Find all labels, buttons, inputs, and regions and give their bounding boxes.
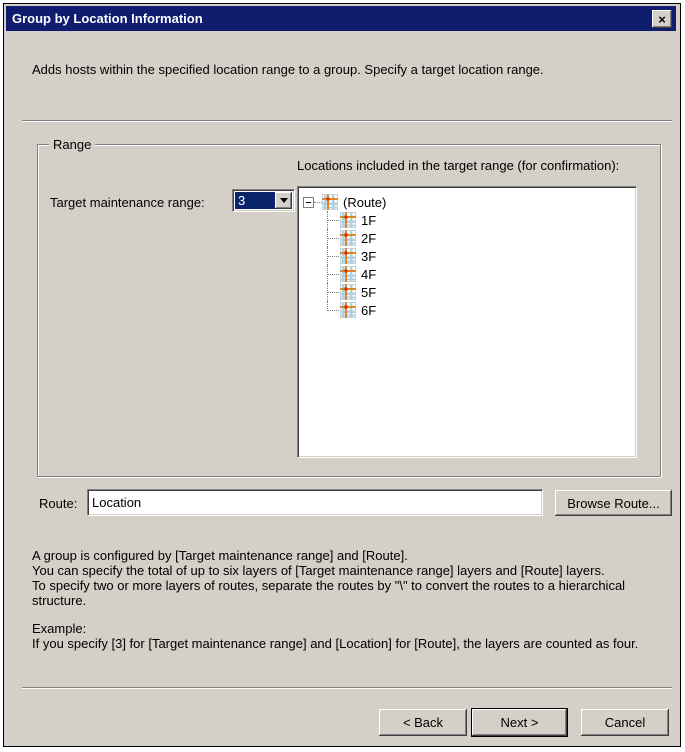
tree-item-1f[interactable]: 1F [298,211,636,229]
back-button[interactable]: < Back [379,709,467,736]
location-map-icon [340,266,356,282]
tree-item-6f[interactable]: 6F [298,301,636,319]
combobox-dropdown-button[interactable] [275,192,292,209]
notes-line-2: You can specify the total of up to six layers of [Target maintenance range] layers and [Route] layers. [32,563,605,578]
location-map-icon [322,194,338,210]
tree-root-label: (Route) [343,194,387,210]
close-button[interactable] [652,10,672,28]
dialog-window [3,3,681,747]
title-bar[interactable] [6,6,676,31]
location-map-icon [340,302,356,318]
range-groupbox [37,137,661,477]
next-button[interactable]: Next > [471,708,568,737]
window-title: Group by Location Information [12,11,203,26]
notes-text [32,548,669,608]
tree-item-3f[interactable]: 3F [298,247,636,265]
tree-collapse-toggle[interactable] [303,197,314,208]
tree-item-4f[interactable]: 4F [298,265,636,283]
example-label: Example: [32,621,87,636]
notes-line-1: A group is configured by [Target maintenance range] and [Route]. [32,548,408,563]
bottom-separator [22,687,672,689]
locations-treeview[interactable] [297,186,637,458]
location-map-icon [340,284,356,300]
target-range-combobox[interactable] [232,189,295,212]
chevron-down-icon [280,198,288,203]
route-input[interactable] [87,489,543,516]
example-body: If you specify [3] for [Target maintenance range] and [Location] for [Route], the layers are counted as four. [32,636,639,651]
cancel-button[interactable]: Cancel [581,709,669,736]
tree-item-5f[interactable]: 5F [298,283,636,301]
browse-route-button[interactable]: Browse Route... [555,490,672,516]
locations-label: Locations included in the target range (for confirmation): [297,158,620,173]
target-range-label: Target maintenance range: [50,195,205,210]
tree-item-2f[interactable]: 2F [298,229,636,247]
route-label: Route: [39,496,78,511]
top-separator [22,120,672,122]
minus-icon [306,202,311,203]
example-text [32,621,669,651]
location-map-icon [340,230,356,246]
notes-line-3: To specify two or more layers of routes, separate the routes by "\" to convert the routes to a hierarchical structure. [32,578,626,608]
location-map-icon [340,212,356,228]
tree-children [298,211,636,319]
location-map-icon [340,248,356,264]
target-range-selected-value: 3 [235,192,275,209]
close-icon: × [658,11,666,27]
tree-item-route[interactable] [298,193,636,211]
range-group-label: Range [49,137,95,152]
intro-text: Adds hosts within the specified location range to a group. Specify a target location range. [32,62,544,77]
